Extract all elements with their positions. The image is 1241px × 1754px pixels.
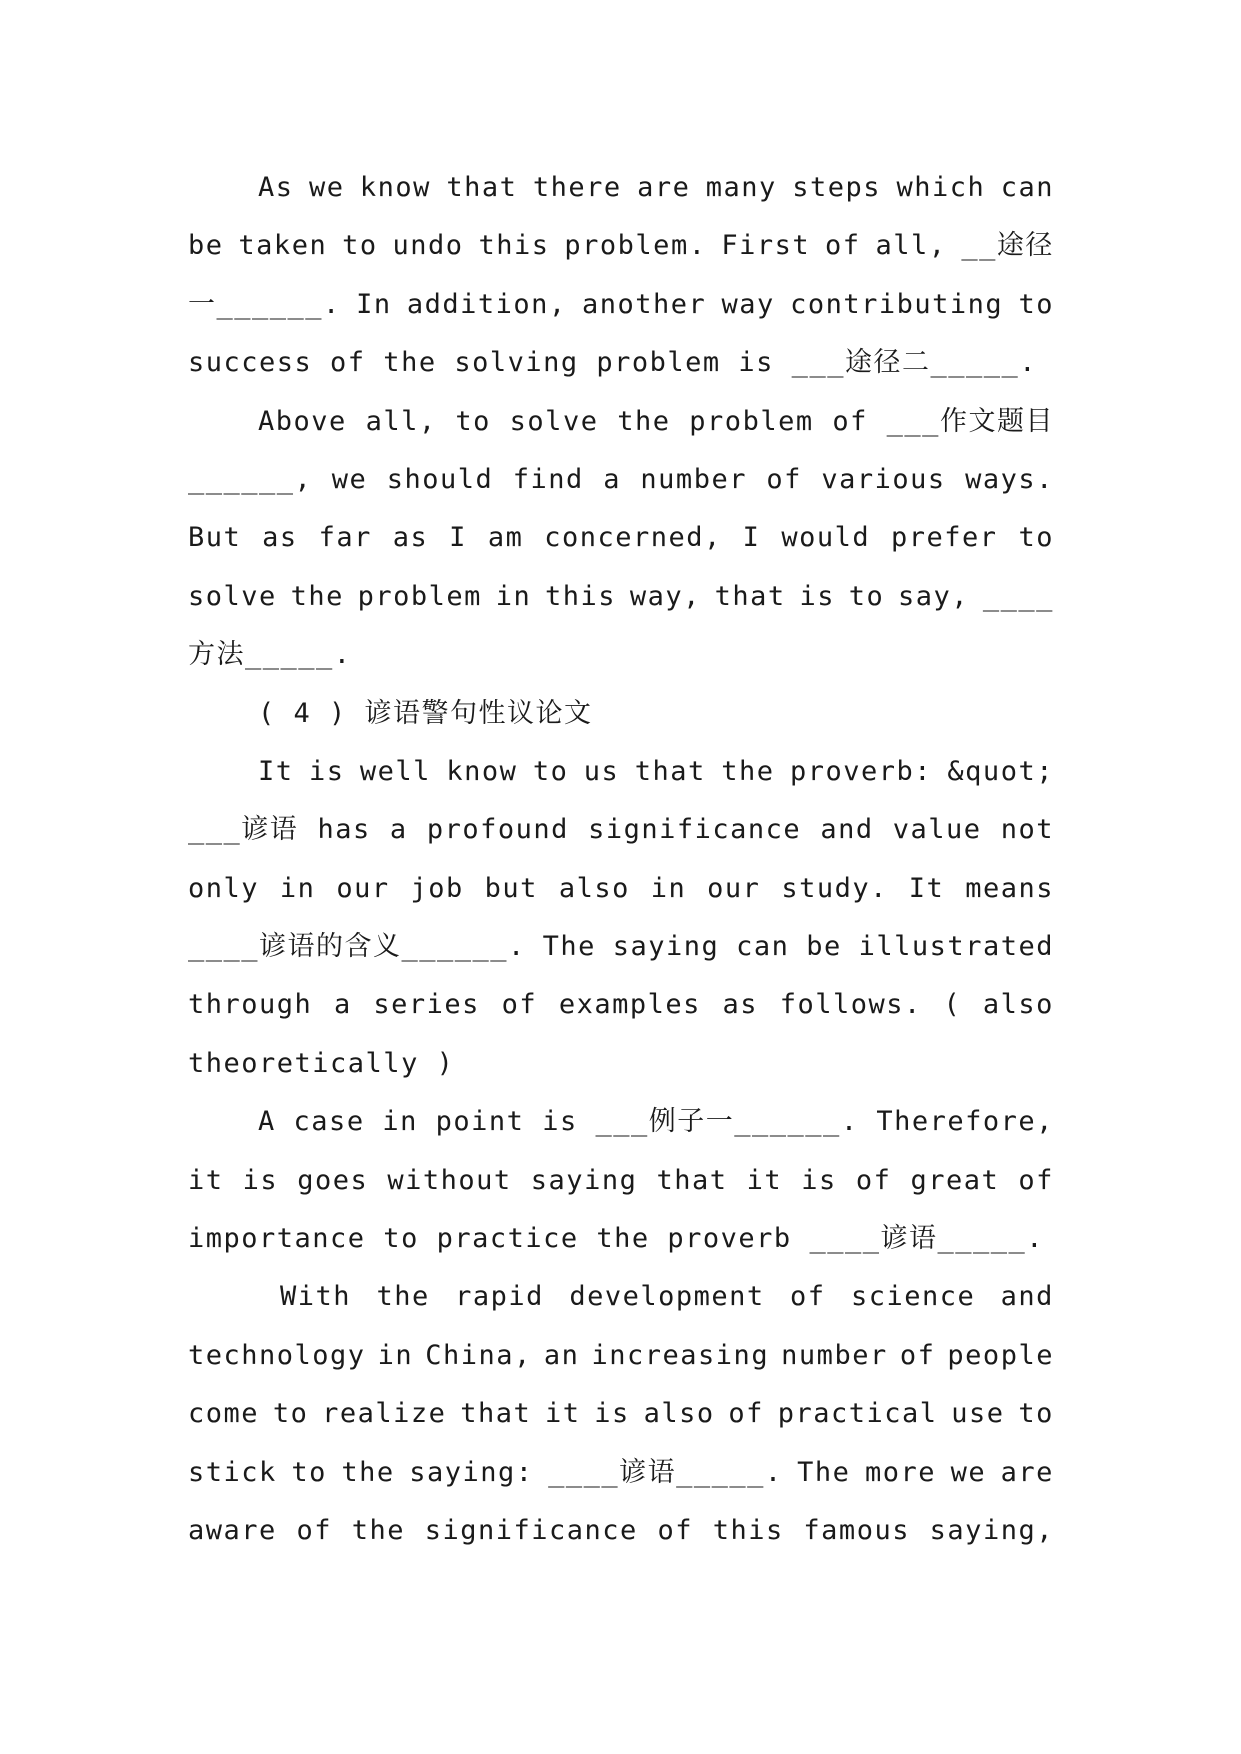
- text-word: contributing: [790, 288, 1004, 320]
- text-word: to: [532, 755, 569, 787]
- text-word: many: [705, 172, 777, 203]
- text-word: ______,: [188, 463, 313, 495]
- text-word: to: [272, 1398, 309, 1430]
- text-word: great: [910, 1164, 1000, 1196]
- text-word: through: [188, 989, 313, 1021]
- text-word: In: [356, 288, 392, 320]
- text-line: [188, 568, 1054, 626]
- text-word: saying:: [409, 1456, 534, 1488]
- text-word: is: [308, 755, 345, 787]
- text-word: ___例子一______.: [595, 1106, 859, 1138]
- text-word: all,: [365, 405, 437, 437]
- text-word: be: [188, 230, 224, 262]
- text-word: should: [386, 463, 494, 495]
- text-word: that: [460, 1398, 532, 1430]
- text-word: the: [341, 1456, 395, 1488]
- text-word: of: [728, 1398, 764, 1430]
- text-word: series: [373, 989, 480, 1021]
- text-word: ways.: [965, 463, 1054, 495]
- text-word: illustrated: [858, 931, 1054, 963]
- text-word: ____谚语的含义______.: [188, 931, 526, 963]
- text-line: success of the solving problem is ___途径二_____.: [188, 347, 1037, 379]
- text-word: famous: [803, 1514, 910, 1546]
- text-word: that: [656, 1164, 728, 1196]
- text-word: development: [569, 1281, 765, 1313]
- text-line: [188, 860, 1054, 918]
- text-word: a: [333, 989, 352, 1021]
- text-word: solve: [509, 405, 599, 437]
- text-word: also: [982, 989, 1054, 1021]
- text-word: of: [855, 1164, 892, 1196]
- text-word: goes: [297, 1164, 369, 1196]
- text-word: an: [543, 1339, 580, 1371]
- text-word: to: [455, 405, 491, 437]
- text-word: proverb:: [789, 755, 932, 787]
- text-word: know: [359, 172, 431, 203]
- text-word: well: [359, 755, 431, 787]
- text-word: The: [797, 1456, 851, 1488]
- text-line: theoretically ): [188, 1047, 455, 1079]
- text-word: it: [545, 1398, 581, 1430]
- text-word: also: [643, 1398, 715, 1430]
- text-word: of: [657, 1514, 693, 1546]
- text-word: of: [899, 1339, 936, 1371]
- text-word: case: [293, 1106, 365, 1138]
- text-word: It: [908, 872, 945, 904]
- text-word: that: [446, 172, 518, 203]
- text-word: saying: [530, 1164, 638, 1196]
- text-line: [188, 276, 1054, 334]
- text-word: to: [848, 580, 885, 612]
- text-word: (: [943, 989, 962, 1021]
- text-word: in: [279, 872, 316, 904]
- text-word: follows.: [779, 989, 922, 1021]
- text-line: importance to practice the proverb ____谚语_____.: [188, 1223, 1044, 1255]
- text-word: __途径: [961, 230, 1054, 262]
- text-line: [188, 976, 1054, 1034]
- text-word: also: [558, 872, 630, 904]
- text-word: point: [435, 1106, 525, 1138]
- text-word: this: [478, 230, 550, 262]
- text-word: technology: [188, 1339, 366, 1371]
- text-word: ____: [982, 580, 1054, 612]
- text-word: to: [1018, 288, 1054, 320]
- text-word: stick: [188, 1456, 277, 1488]
- text-word: us: [583, 755, 620, 787]
- text-word: &quot;: [947, 755, 1054, 787]
- text-word: to: [291, 1456, 327, 1488]
- text-word: of: [296, 1514, 332, 1546]
- text-word: ___谚语: [188, 814, 299, 846]
- text-word: I: [449, 522, 467, 554]
- text-word: increasing: [591, 1339, 770, 1371]
- text-word: number: [640, 463, 747, 495]
- text-word: China,: [425, 1339, 532, 1371]
- text-word: science: [850, 1281, 976, 1313]
- text-line: [188, 1268, 1054, 1326]
- text-word: addition,: [406, 288, 567, 320]
- text-word: has: [317, 814, 371, 846]
- text-line: [188, 1327, 1054, 1385]
- text-word: am: [487, 522, 524, 554]
- text-word: way: [721, 288, 775, 320]
- text-word: is: [542, 1106, 578, 1138]
- text-word: be: [806, 931, 842, 963]
- text-word: this: [545, 580, 617, 612]
- text-word: to: [342, 230, 378, 262]
- text-word: that: [714, 580, 786, 612]
- text-line: [188, 217, 1054, 275]
- text-word: of: [790, 1281, 826, 1313]
- text-word: we: [331, 463, 368, 495]
- text-line: [188, 1444, 1054, 1502]
- text-word: But: [188, 522, 242, 554]
- text-word: only: [188, 872, 260, 904]
- text-line: [188, 743, 1054, 801]
- text-word: significance: [424, 1514, 638, 1546]
- text-word: we: [950, 1456, 987, 1488]
- text-line: ( 4 ) 谚语警句性议论文: [258, 697, 593, 729]
- text-line: [188, 451, 1054, 509]
- text-word: it: [746, 1164, 783, 1196]
- text-line: [188, 1093, 1054, 1151]
- text-word: way,: [629, 580, 701, 612]
- text-line: [188, 393, 1054, 451]
- text-word: practical: [777, 1398, 938, 1430]
- text-word: far: [318, 522, 372, 554]
- text-word: people: [947, 1339, 1054, 1371]
- text-word: but: [484, 872, 538, 904]
- text-line: [188, 918, 1054, 976]
- text-word: The: [542, 931, 596, 963]
- text-word: As: [258, 172, 294, 203]
- text-word: Above: [258, 405, 347, 437]
- text-word: Therefore,: [876, 1106, 1054, 1138]
- text-word: as: [262, 522, 298, 554]
- text-word: that: [634, 755, 706, 787]
- text-word: First: [721, 230, 811, 262]
- text-word: to: [1018, 522, 1054, 554]
- text-word: problem.: [564, 230, 707, 262]
- text-line: [188, 1385, 1054, 1443]
- text-word: our: [707, 872, 761, 904]
- text-line: [188, 1152, 1054, 1210]
- text-word: profound: [426, 814, 569, 846]
- text-word: study.: [781, 872, 888, 904]
- text-word: saying: [612, 931, 720, 963]
- text-word: solve: [188, 580, 277, 612]
- text-word: aware: [188, 1514, 277, 1546]
- text-word: is: [801, 1164, 837, 1196]
- text-word: 一______.: [188, 288, 341, 320]
- text-line: [188, 801, 1054, 859]
- text-word: of: [766, 463, 802, 495]
- text-word: can: [736, 931, 790, 963]
- text-word: say,: [898, 580, 970, 612]
- text-word: number: [781, 1339, 888, 1371]
- text-word: and: [820, 814, 874, 846]
- text-word: problem: [357, 580, 482, 612]
- text-word: we: [308, 172, 345, 203]
- text-word: know: [446, 755, 518, 787]
- text-word: various: [821, 463, 946, 495]
- text-word: job: [410, 872, 464, 904]
- text-word: another: [581, 288, 707, 320]
- text-word: prefer: [891, 522, 998, 554]
- text-word: means: [965, 872, 1054, 904]
- text-line: [188, 159, 1054, 217]
- text-word: taken: [238, 230, 328, 262]
- text-word: rapid: [455, 1281, 544, 1313]
- text-line: 方法_____.: [188, 639, 352, 671]
- text-word: to: [1018, 1398, 1054, 1430]
- text-word: more: [865, 1456, 937, 1488]
- text-word: With: [280, 1281, 352, 1313]
- text-word: come: [188, 1398, 260, 1430]
- text-word: this: [712, 1514, 784, 1546]
- text-word: of: [501, 989, 538, 1021]
- text-word: in: [495, 580, 532, 612]
- text-word: I: [742, 522, 761, 554]
- text-word: undo: [392, 230, 464, 262]
- text-line: [188, 509, 1054, 567]
- essay-text-block: [188, 159, 1054, 1560]
- text-word: the: [617, 405, 671, 437]
- text-word: realize: [322, 1398, 447, 1430]
- text-word: is: [799, 580, 835, 612]
- text-word: can: [1000, 172, 1054, 203]
- text-word: as: [392, 522, 429, 554]
- text-word: examples: [558, 989, 701, 1021]
- text-word: steps: [792, 172, 882, 203]
- text-word: find: [512, 463, 584, 495]
- text-word: ___作文题目: [886, 405, 1054, 437]
- text-word: in: [382, 1106, 418, 1138]
- text-word: concerned,: [544, 522, 722, 554]
- text-word: problem: [689, 405, 814, 437]
- text-word: are: [637, 172, 691, 203]
- text-line: [188, 1502, 1054, 1560]
- text-word: are: [1000, 1456, 1054, 1488]
- text-word: which: [896, 172, 986, 203]
- text-word: It: [258, 755, 294, 787]
- text-word: the: [376, 1281, 430, 1313]
- text-word: a: [389, 814, 408, 846]
- text-word: saying,: [929, 1514, 1054, 1546]
- text-word: as: [722, 989, 759, 1021]
- text-word: without: [387, 1164, 512, 1196]
- text-word: ____谚语_____.: [548, 1456, 783, 1488]
- text-word: value: [892, 814, 982, 846]
- text-word: our: [336, 872, 390, 904]
- text-word: and: [1000, 1281, 1054, 1313]
- text-word: a: [603, 463, 621, 495]
- text-word: in: [650, 872, 687, 904]
- text-word: the: [290, 580, 344, 612]
- text-word: significance: [588, 814, 802, 846]
- text-word: there: [532, 172, 622, 203]
- text-word: in: [377, 1339, 414, 1371]
- text-word: all,: [875, 230, 947, 262]
- text-word: of: [832, 405, 868, 437]
- text-word: the: [351, 1514, 405, 1546]
- text-word: not: [1000, 814, 1054, 846]
- text-word: of: [1018, 1164, 1054, 1196]
- text-word: the: [721, 755, 775, 787]
- text-word: is: [594, 1398, 630, 1430]
- text-word: it: [188, 1164, 224, 1196]
- text-word: is: [242, 1164, 279, 1196]
- text-word: would: [781, 522, 871, 554]
- text-word: use: [951, 1398, 1005, 1430]
- text-word: A: [258, 1106, 276, 1138]
- text-word: of: [825, 230, 861, 262]
